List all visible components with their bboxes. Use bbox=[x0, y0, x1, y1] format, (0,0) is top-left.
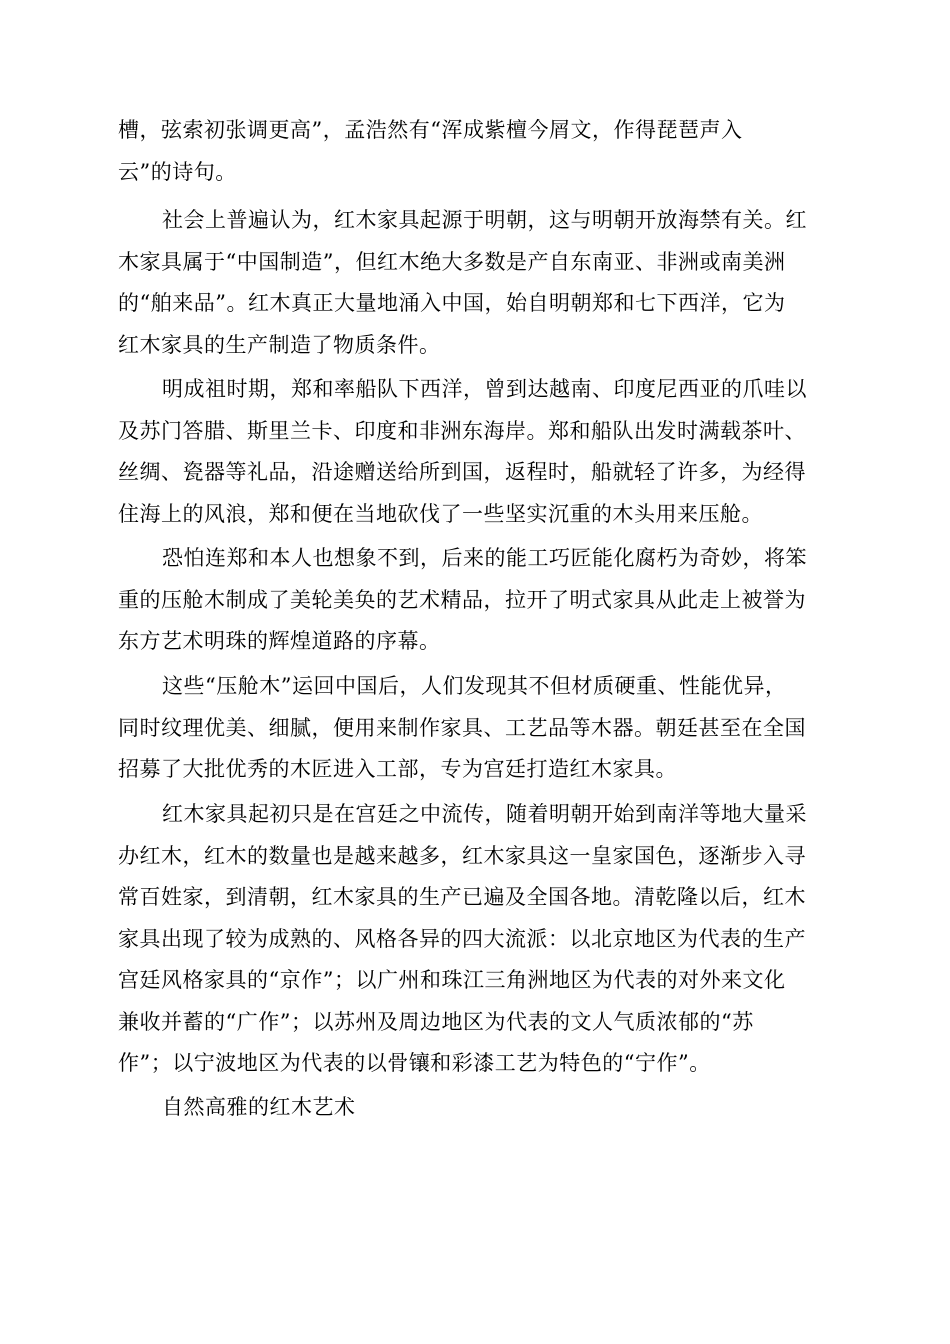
text-line: 重的压舱木制成了美轮美奂的艺术精品，拉开了明式家具从此走上被誉为 bbox=[118, 587, 806, 612]
text-line: 云”的诗句。 bbox=[118, 159, 237, 184]
text-line: 红木家具的生产制造了物质条件。 bbox=[118, 332, 441, 357]
text-line: 办红木，红木的数量也是越来越多，红木家具这一皇家国色，逐渐步入寻 bbox=[118, 843, 806, 868]
paragraph-four-schools bbox=[118, 794, 832, 1085]
text-line: 家具出现了较为成熟的、风格各异的四大流派：以北京地区为代表的生产 bbox=[118, 926, 806, 951]
text-line: 明成祖时期，郑和率船队下西洋，曾到达越南、印度尼西亚的爪哇以 bbox=[162, 377, 807, 401]
text-line: 红木家具起初只是在宫廷之中流传，随着明朝开始到南洋等地大量采 bbox=[162, 802, 807, 826]
text-line: 东方艺术明珠的辉煌道路的序幕。 bbox=[118, 629, 441, 653]
text-line: 社会上普遍认为，红木家具起源于明朝，这与明朝开放海禁有关。红 bbox=[162, 208, 807, 232]
paragraph-zheng-he-voyage bbox=[118, 369, 832, 535]
text-line: 同时纹理优美、细腻，便用来制作家具、工艺品等木器。朝廷甚至在全国 bbox=[118, 715, 806, 740]
paragraph-origin-ming bbox=[118, 200, 832, 366]
section-heading-text: 自然高雅的红木艺术 bbox=[162, 1095, 356, 1119]
paragraph-craftsmen bbox=[118, 538, 832, 663]
text-line: 作”；以宁波地区为代表的以骨镶和彩漆工艺为特色的“宁作”。 bbox=[118, 1051, 711, 1075]
text-line: 住海上的风浪，郑和便在当地砍伐了一些坚实沉重的木头用来压舱。 bbox=[118, 501, 763, 526]
paragraph-ballast-wood bbox=[118, 666, 832, 791]
text-line: 槽，弦索初张调更高”，孟浩然有“浑成紫檀今屑文，作得琵琶声入 bbox=[118, 118, 743, 142]
text-line: 这些“压舱木”运回中国后，人们发现其不但材质硬重、性能优异， bbox=[162, 674, 787, 698]
text-line: 恐怕连郑和本人也想象不到，后来的能工巧匠能化腐朽为奇妙，将笨 bbox=[162, 546, 807, 570]
paragraph-continuation bbox=[118, 110, 832, 193]
text-line: 招募了大批优秀的木匠进入工部，专为宫廷打造红木家具。 bbox=[118, 757, 677, 781]
text-line: 宫廷风格家具的“京作”；以广州和珠江三角洲地区为代表的对外来文化 bbox=[118, 968, 786, 992]
text-line: 及苏门答腊、斯里兰卡、印度和非洲东海岸。郑和船队出发时满载茶叶、 bbox=[118, 418, 806, 443]
text-line: 丝绸、瓷器等礼品，沿途赠送给所到国，返程时，船就轻了许多，为经得 bbox=[118, 460, 806, 484]
text-line: 兼收并蓄的“广作”；以苏州及周边地区为代表的文人气质浓郁的“苏 bbox=[118, 1009, 754, 1034]
text-line: 常百姓家，到清朝，红木家具的生产已遍及全国各地。清乾隆以后，红木 bbox=[118, 885, 806, 909]
text-line: 木家具属于“中国制造”，但红木绝大多数是产自东南亚、非洲或南美洲 bbox=[118, 249, 786, 274]
section-heading bbox=[118, 1087, 832, 1129]
text-line: 的“舶来品”。红木真正大量地涌入中国，始自明朝郑和七下西洋，它为 bbox=[118, 291, 786, 315]
